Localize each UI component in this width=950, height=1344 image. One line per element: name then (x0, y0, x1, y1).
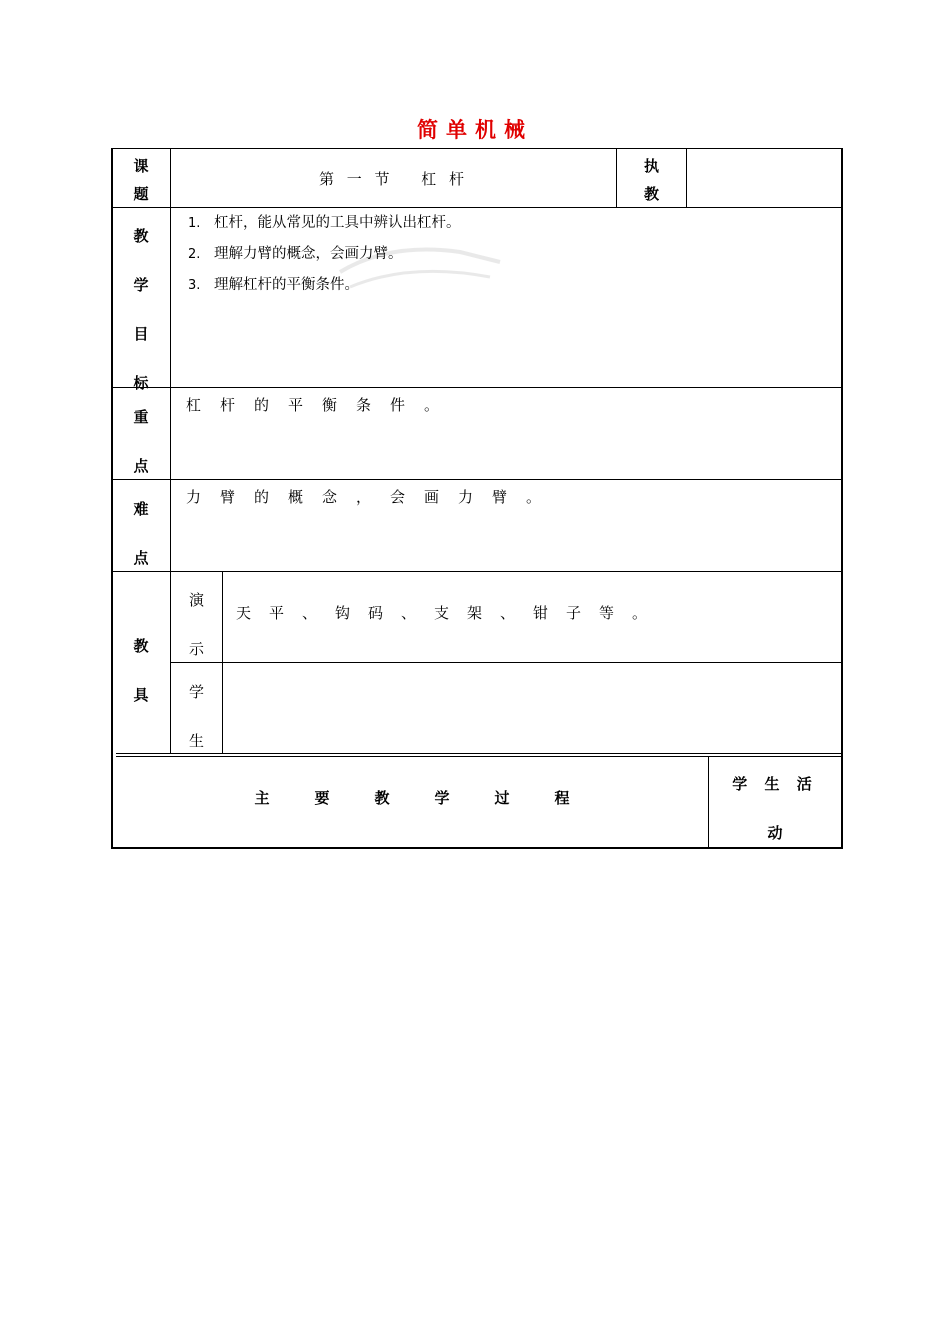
demo-tools-text: 天平、钩码、支架、钳子等。 (236, 604, 666, 622)
difficulty-label-char: 点 (133, 549, 149, 567)
topic-value: 第 一 节 杠 杆 (318, 170, 469, 188)
demo-label-char: 示 (188, 640, 204, 658)
objectives-label-char: 学 (133, 276, 149, 294)
difficulty-label-char: 难 (133, 500, 149, 518)
student-label-char: 学 (188, 683, 204, 701)
demo-label (171, 576, 222, 674)
objectives-list (188, 211, 828, 304)
teacher-label (617, 152, 686, 208)
activity-label (709, 760, 841, 858)
objective-text: 理解力臂的概念，会画力臂。 (214, 246, 403, 262)
teacher-label-char: 执 (643, 157, 659, 175)
tools-label-char: 具 (133, 686, 149, 704)
objectives-label-char: 教 (133, 227, 149, 245)
objectives-label (112, 212, 170, 408)
tools-label (112, 622, 170, 720)
process-label: 主 要 教 学 过 程 (254, 789, 570, 807)
objective-number: 2. (188, 247, 201, 262)
key-point-text: 杠杆的平衡条件。 (186, 396, 459, 414)
topic-label (112, 152, 170, 208)
document-title: 简单机械 (417, 117, 533, 142)
objectives-label-char: 目 (133, 325, 149, 343)
student-label (171, 668, 222, 766)
topic-label-char: 课 (133, 157, 149, 175)
teacher-label-char: 教 (643, 185, 659, 203)
demo-label-char: 演 (188, 591, 204, 609)
objective-number: 3. (188, 278, 201, 293)
activity-label-line: 动 (767, 824, 783, 842)
key-point-label (112, 393, 170, 491)
key-point-label-char: 重 (133, 408, 149, 426)
student-label-char: 生 (188, 732, 204, 750)
objective-text: 杠杆，能从常见的工具中辨认出杠杆。 (214, 215, 461, 231)
tools-label-char: 教 (133, 637, 149, 655)
objective-item (188, 242, 828, 263)
difficulty-label (112, 485, 170, 583)
objective-number: 1. (188, 216, 201, 231)
difficulty-text: 力臂的概念，会画力臂。 (186, 488, 561, 506)
topic-label-char: 题 (133, 185, 149, 203)
key-point-label-char: 点 (133, 457, 149, 475)
activity-label-line: 学 生 活 (732, 775, 818, 793)
objective-item (188, 211, 828, 232)
objective-text: 理解杠杆的平衡条件。 (214, 277, 359, 293)
objective-item (188, 273, 828, 294)
objectives-label-char: 标 (133, 374, 149, 392)
